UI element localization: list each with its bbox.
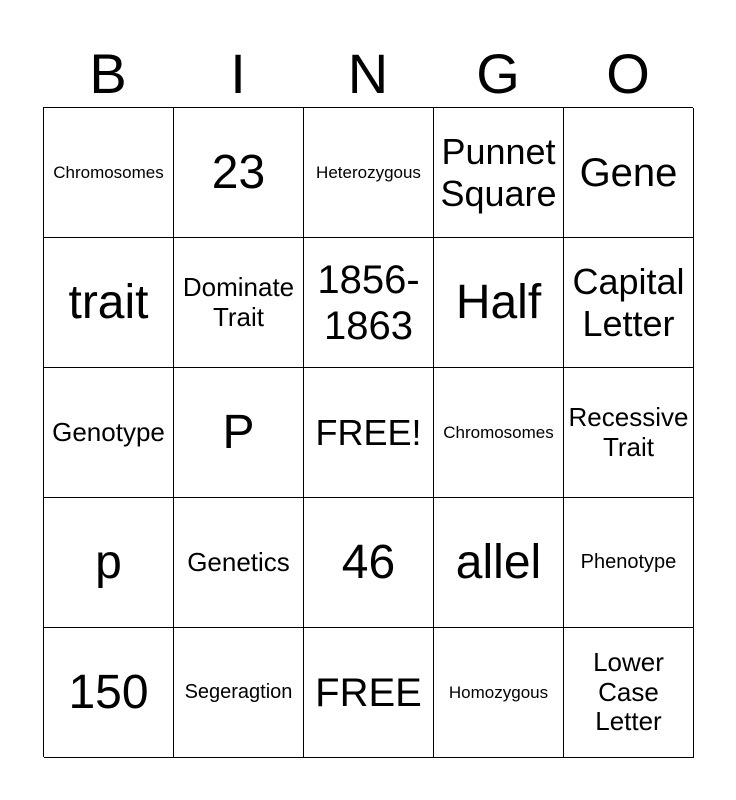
header-letter-i: I [230, 42, 246, 105]
cell-text: Chromosomes [53, 162, 164, 182]
bingo-cell-r4-c4[interactable] [564, 628, 694, 758]
cell-text: allel [455, 535, 542, 589]
bingo-cell-r2-c2[interactable] [304, 368, 434, 498]
bingo-cell-r3-c3[interactable] [434, 498, 564, 628]
bingo-cell-r1-c4[interactable] [564, 238, 694, 368]
cell-text: Homozygous [448, 682, 549, 702]
cell-text: Capital Letter [572, 261, 685, 344]
cell-text: Genotype [52, 416, 165, 447]
cell-text: Genetics [187, 546, 290, 577]
bingo-cell-r0-c0[interactable] [44, 108, 174, 238]
bingo-cell-r4-c0[interactable] [44, 628, 174, 758]
cell-text: Gene [579, 150, 678, 195]
bingo-cell-r4-c2[interactable] [304, 628, 434, 758]
cell-text: Chromosomes [443, 422, 554, 442]
bingo-cell-r3-c1[interactable] [174, 498, 304, 628]
cell-text: Punnet Square [440, 131, 557, 214]
bingo-cell-r0-c1[interactable] [174, 108, 304, 238]
bingo-cell-r0-c4[interactable] [564, 108, 694, 238]
cell-text: Heterozygous [316, 162, 421, 182]
cell-text: Dominate Trait [182, 271, 295, 332]
header-letter-o: O [606, 42, 650, 105]
cell-text: Recessive Trait [568, 401, 689, 462]
cell-text: trait [68, 275, 149, 329]
header-letter-g: G [476, 42, 520, 105]
cell-text: 23 [211, 145, 266, 199]
cell-text: P [222, 405, 255, 459]
cell-text: Lower Case Letter [593, 646, 664, 737]
bingo-cell-r1-c3[interactable] [434, 238, 564, 368]
cell-text: Phenotype [580, 551, 677, 573]
bingo-cell-r3-c2[interactable] [304, 498, 434, 628]
bingo-cell-r3-c0[interactable] [44, 498, 174, 628]
cell-text: Half [455, 275, 542, 329]
bingo-cell-r1-c2[interactable] [304, 238, 434, 368]
header-letter-n: N [347, 42, 389, 105]
cell-text: p [95, 535, 122, 589]
bingo-cell-r3-c4[interactable] [564, 498, 694, 628]
bingo-cell-r1-c1[interactable] [174, 238, 304, 368]
bingo-cell-r2-c4[interactable] [564, 368, 694, 498]
bingo-cell-r2-c1[interactable] [174, 368, 304, 498]
bingo-header [43, 40, 693, 108]
cell-text: 150 [68, 665, 149, 719]
bingo-cell-r0-c3[interactable] [434, 108, 564, 238]
bingo-cell-r2-c0[interactable] [44, 368, 174, 498]
cell-text: 1856- 1863 [317, 257, 420, 348]
cell-text: FREE! [315, 411, 422, 453]
bingo-board [43, 107, 693, 757]
header-letter-b: B [89, 42, 127, 105]
cell-text: FREE [315, 670, 422, 715]
cell-text: Segeragtion [184, 681, 293, 703]
bingo-cell-r0-c2[interactable] [304, 108, 434, 238]
bingo-cell-r4-c3[interactable] [434, 628, 564, 758]
bingo-cell-r2-c3[interactable] [434, 368, 564, 498]
bingo-cell-r4-c1[interactable] [174, 628, 304, 758]
bingo-cell-r1-c0[interactable] [44, 238, 174, 368]
cell-text: 46 [341, 535, 396, 589]
